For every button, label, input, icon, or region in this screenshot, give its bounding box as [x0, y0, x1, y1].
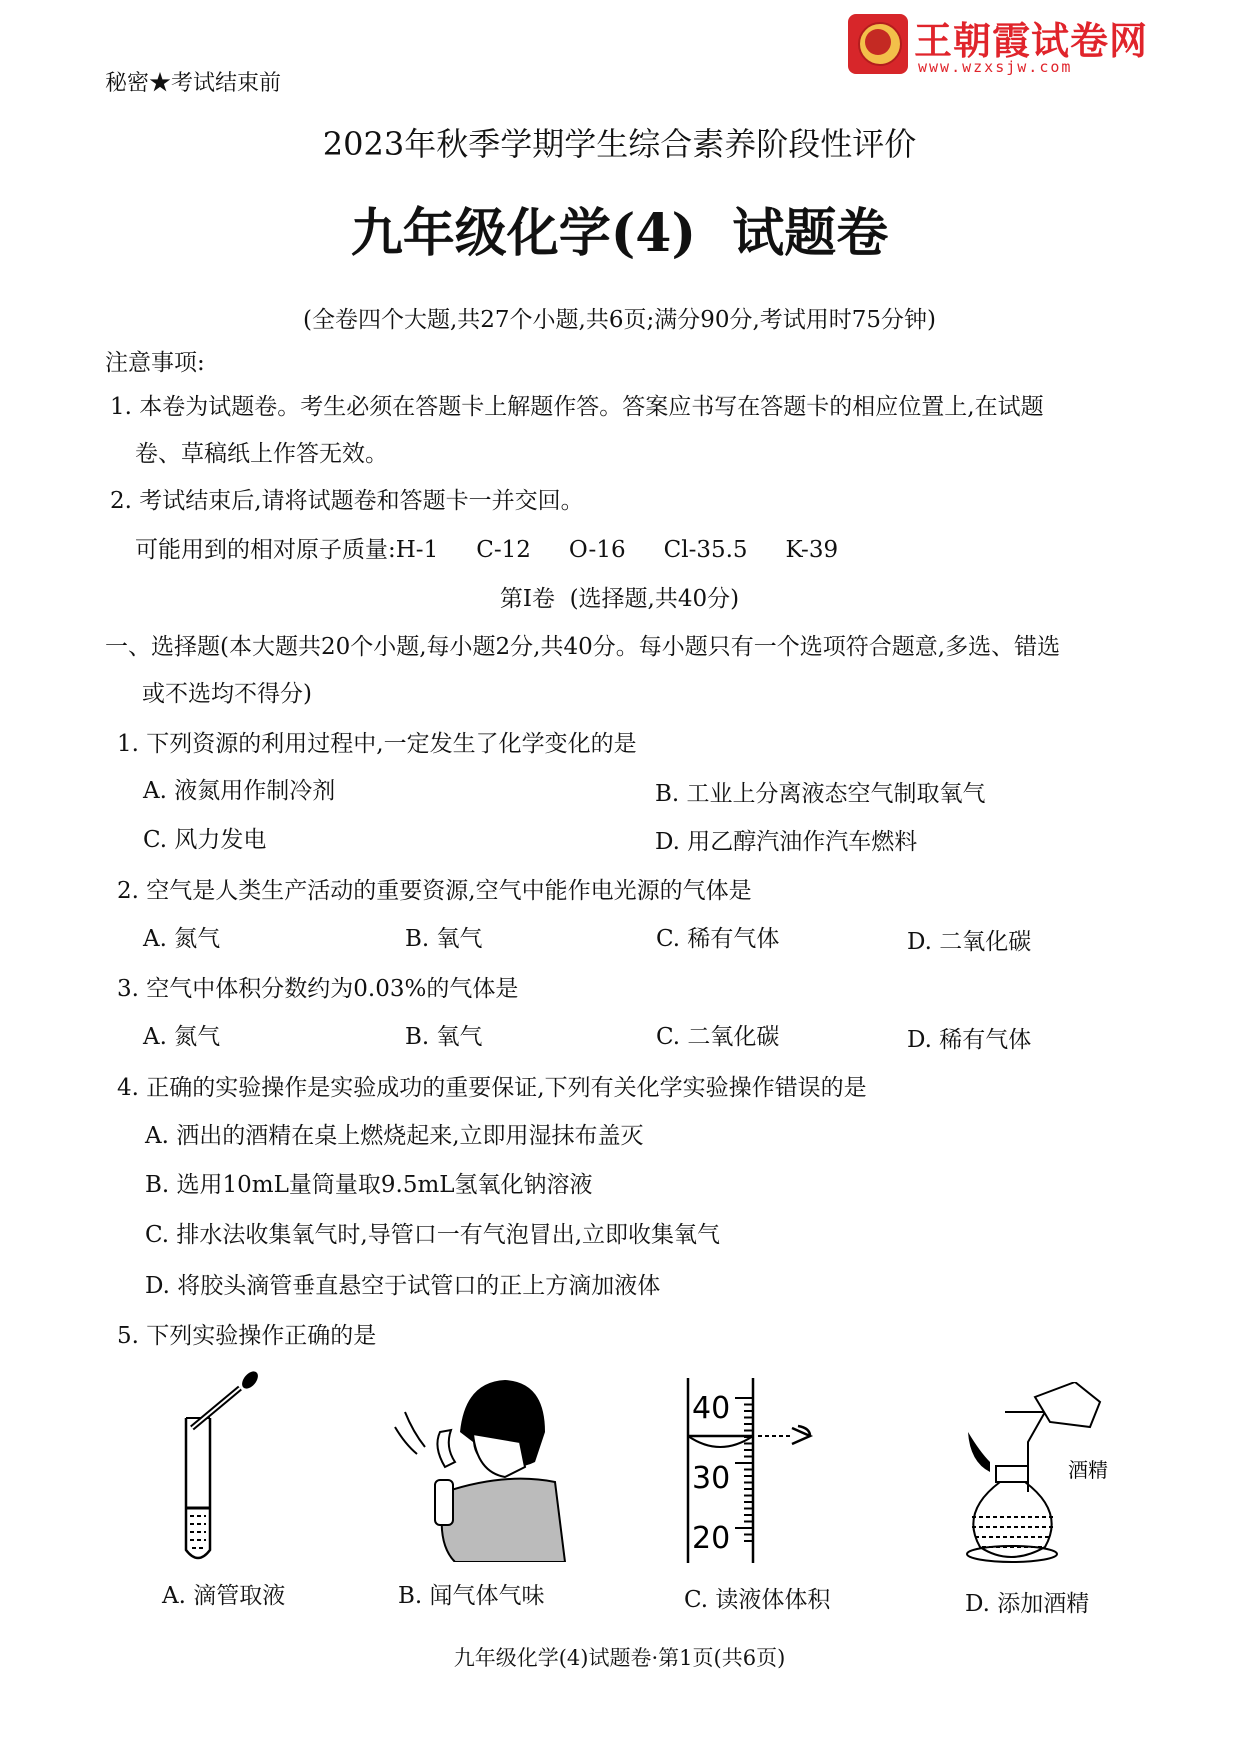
question-3-option-b: B. 氧气 [405, 1024, 483, 1050]
smelling-gas-figure [385, 1372, 575, 1562]
question-4-option-c: C. 排水法收集氧气时,导管口一有气泡冒出,立即收集氧气 [145, 1222, 721, 1248]
question-3-option-c: C. 二氧化碳 [656, 1024, 780, 1050]
question-1-option-d: D. 用乙醇汽油作汽车燃料 [655, 829, 918, 855]
question-1-option-b: B. 工业上分离液态空气制取氧气 [655, 781, 986, 807]
atomic-k: K-39 [785, 537, 839, 563]
alcohol-label: 酒精 [1068, 1458, 1108, 1482]
atomic-masses [135, 536, 838, 564]
site-logo [848, 14, 1148, 76]
question-3-option-a: A. 氮气 [143, 1024, 221, 1050]
atomic-h: H-1 [395, 537, 439, 563]
section-heading-cont: 或不选均不得分) [142, 681, 312, 707]
figure-caption-b: B. 闻气体气味 [398, 1583, 545, 1609]
tick-label-40: 40 [692, 1391, 731, 1426]
adding-alcohol-figure [950, 1382, 1130, 1572]
atomic-label: 可能用到的相对原子质量: [135, 537, 396, 563]
question-5-stem: 5. 下列实验操作正确的是 [117, 1323, 377, 1349]
tick-label-20: 20 [692, 1521, 731, 1556]
question-3-stem: 3. 空气中体积分数约为0.03%的气体是 [117, 976, 519, 1002]
question-2-stem: 2. 空气是人类生产活动的重要资源,空气中能作电光源的气体是 [117, 878, 752, 904]
atomic-o: O-16 [568, 537, 626, 563]
notes-heading: 注意事项: [105, 350, 205, 376]
dropper-test-tube-figure [170, 1370, 280, 1570]
question-4-option-d: D. 将胶头滴管垂直悬空于试管口的正上方滴加液体 [145, 1273, 661, 1299]
tick-label-30: 30 [692, 1461, 731, 1496]
note-2: 2. 考试结束后,请将试题卷和答题卡一并交回。 [110, 488, 584, 514]
question-4-stem: 4. 正确的实验操作是实验成功的重要保证,下列有关化学实验操作错误的是 [117, 1075, 867, 1101]
part1-heading: 第Ⅰ卷 (选择题,共40分) [499, 586, 740, 612]
question-1-option-a: A. 液氮用作制冷剂 [143, 778, 336, 804]
note-1: 1. 本卷为试题卷。考生必须在答题卡上解题作答。答案应书写在答题卡的相应位置上,在试题 [110, 394, 1044, 420]
section-heading: 一、选择题(本大题共20个小题,每小题2分,共40分。每小题只有一个选项符合题意,多选、错选 [105, 634, 1061, 660]
logo-url: www.wzxsjw.com [918, 58, 1073, 76]
atomic-c: C-12 [476, 537, 531, 563]
paper-title: 九年级化学(4) 试题卷 [350, 203, 889, 264]
note-1-cont: 卷、草稿纸上作答无效。 [135, 441, 388, 467]
question-2-option-b: B. 氧气 [405, 926, 483, 952]
figure-caption-a: A. 滴管取液 [162, 1583, 286, 1609]
question-4-option-b: B. 选用10mL量筒量取9.5mL氢氧化钠溶液 [145, 1172, 593, 1198]
graduated-cylinder-figure [680, 1378, 840, 1563]
question-1-option-c: C. 风力发电 [143, 827, 267, 853]
figure-caption-c: C. 读液体体积 [684, 1587, 831, 1613]
exam-title: 2023年秋季学期学生综合素养阶段性评价 [322, 125, 917, 163]
atomic-cl: Cl-35.5 [663, 537, 748, 563]
question-2-option-a: A. 氮气 [143, 926, 221, 952]
secret-label: 秘密★考试结束前 [105, 71, 282, 96]
page-footer: 九年级化学(4)试题卷·第1页(共6页) [453, 1646, 786, 1670]
figure-caption-d: D. 添加酒精 [965, 1591, 1090, 1617]
question-2-option-d: D. 二氧化碳 [907, 929, 1032, 955]
logo-emblem-icon [848, 14, 908, 74]
question-4-option-a: A. 洒出的酒精在桌上燃烧起来,立即用湿抹布盖灭 [145, 1123, 644, 1149]
question-1-stem: 1. 下列资源的利用过程中,一定发生了化学变化的是 [117, 731, 637, 757]
logo-name: 王朝霞试卷网 [914, 19, 1149, 63]
question-3-option-d: D. 稀有气体 [907, 1027, 1032, 1053]
exam-info: (全卷四个大题,共27个小题,共6页;满分90分,考试用时75分钟) [302, 307, 937, 333]
question-2-option-c: C. 稀有气体 [656, 926, 780, 952]
